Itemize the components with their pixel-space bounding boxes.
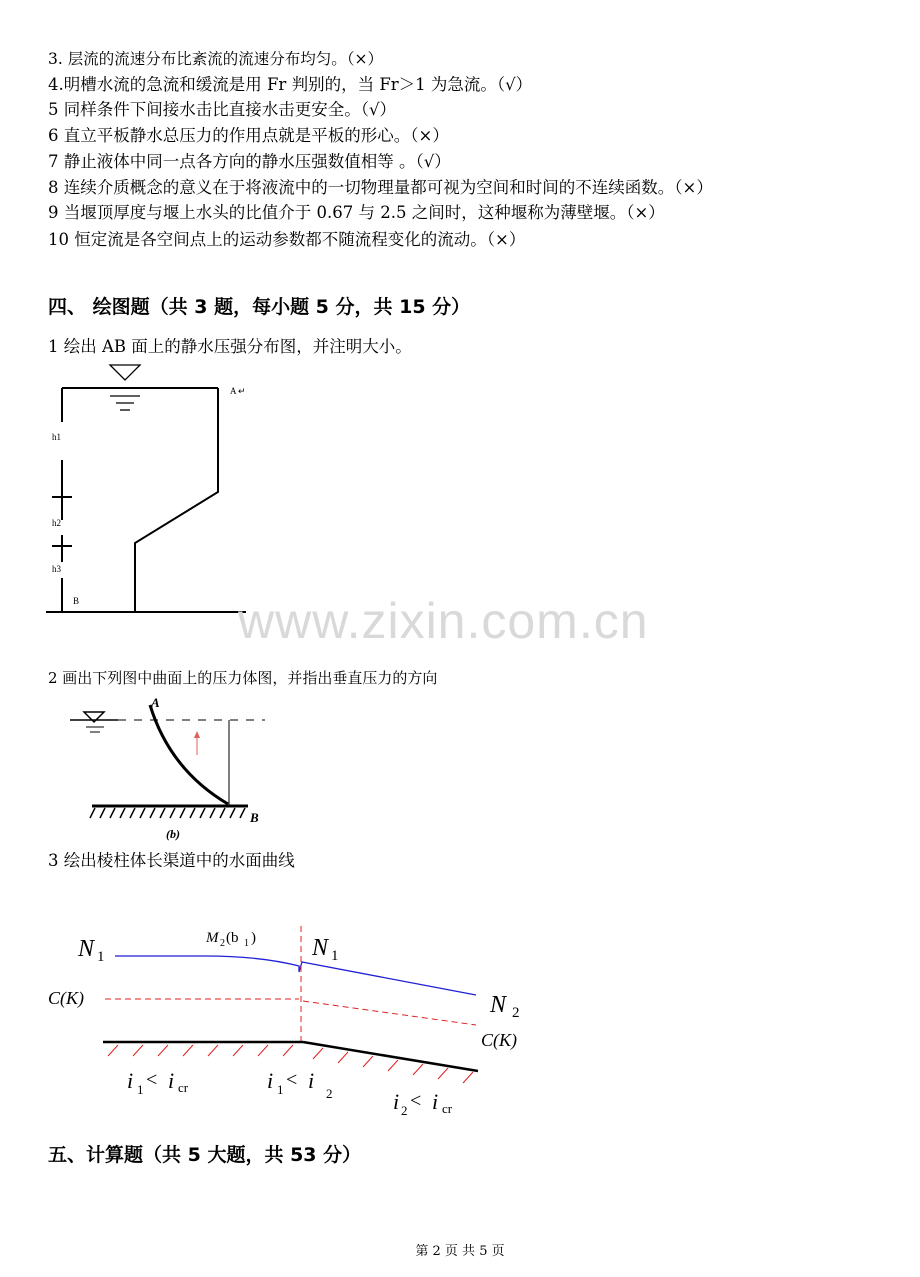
label-ck-right: C(K) [481,1030,517,1050]
label-h3: h3 [52,564,61,574]
slope-label-sub: 1 [137,1082,144,1097]
tf-item-10: 10 恒定流是各空间点上的运动参数都不随流程变化的流动。（×） [48,230,526,249]
slope-label-i: i [393,1089,400,1114]
slope-label-lt: < [410,1090,422,1112]
tf-item-8: 8 连续介质概念的意义在于将液流中的一切物理量都可视为空间和时间的不连续函数。（×） [48,178,713,197]
slope-label-lt: < [286,1069,298,1091]
label-a: A [230,386,237,396]
slope-label-2: 2 [326,1086,333,1101]
label-m2-b-sub: 1 [244,938,249,949]
label-ck-left: C(K) [48,988,84,1008]
label-h2: h2 [52,518,61,528]
watermark: www.zixin.com.cn [238,593,649,649]
channel-bed-steep [303,1042,478,1071]
page-footer: 第 2 页 共 5 页 [415,1244,505,1259]
slope-label-icr: i [168,1068,175,1093]
tf-item-3: 3. 层流的流速分布比紊流的流速分布均匀。（×） [48,50,383,68]
slope-label-icr: i [432,1089,439,1114]
label-m2-b: (b [226,930,239,946]
slope-label-i2: i [308,1068,315,1093]
tf-item-4: 4.明槽水流的急流和缓流是用 Fr 判别的，当 Fr＞1 为急流。（√） [48,75,533,94]
label-n2: N [490,992,507,1018]
return-mark: ↵ [238,386,246,396]
slope-label-i: i [267,1068,274,1093]
slope-label-i: i [127,1068,134,1093]
slope-label-sub: 2 [401,1103,408,1118]
label-n2-sub: 2 [512,1005,520,1021]
tf-item-5: 5 同样条件下间接水击比直接水击更安全。（√） [48,100,397,119]
figure-caption: (b) [166,827,180,841]
slope-label-cr: cr [442,1101,453,1116]
question-3-text: 3 绘出棱柱体长渠道中的水面曲线 [48,851,295,870]
section-4-title: 四、 绘图题（共 3 题，每小题 5 分，共 15 分） [48,296,471,318]
critical-depth-line-right [303,1001,476,1025]
tf-item-6: 6 直立平板静水总压力的作用点就是平板的形心。（×） [48,126,449,145]
question-2-text: 2 画出下列图中曲面上的压力体图，并指出垂直压力的方向 [48,669,438,687]
label-m2: M [206,930,219,946]
label-a: A [151,695,160,710]
label-b: B [250,810,259,825]
label-h1: h1 [52,432,61,442]
tf-item-9: 9 当堰顶厚度与堰上水头的比值介于 0.67 与 2.5 之间时，这种堰称为薄壁堰。（×） [48,203,665,222]
label-m2-close: ) [251,930,256,946]
label-b: B [73,596,80,606]
label-n1-left: N [78,936,95,962]
label-m2-sub: 2 [220,938,225,949]
section-5-title: 五、计算题（共 5 大题，共 53 分） [48,1144,362,1166]
water-surface-curve [115,956,476,995]
question-1-text: 1 绘出 AB 面上的静水压强分布图，并注明大小。 [48,337,412,356]
slope-label-sub: 1 [277,1082,284,1097]
slope-label-lt: < [146,1069,158,1091]
label-n1-left-sub: 1 [97,949,105,965]
label-n1-right-sub: 1 [331,948,339,964]
slope-label-cr: cr [178,1080,189,1095]
label-n1-right: N [312,935,329,961]
tf-item-7: 7 静止液体中同一点各方向的静水压强数值相等 。（√） [48,152,451,171]
